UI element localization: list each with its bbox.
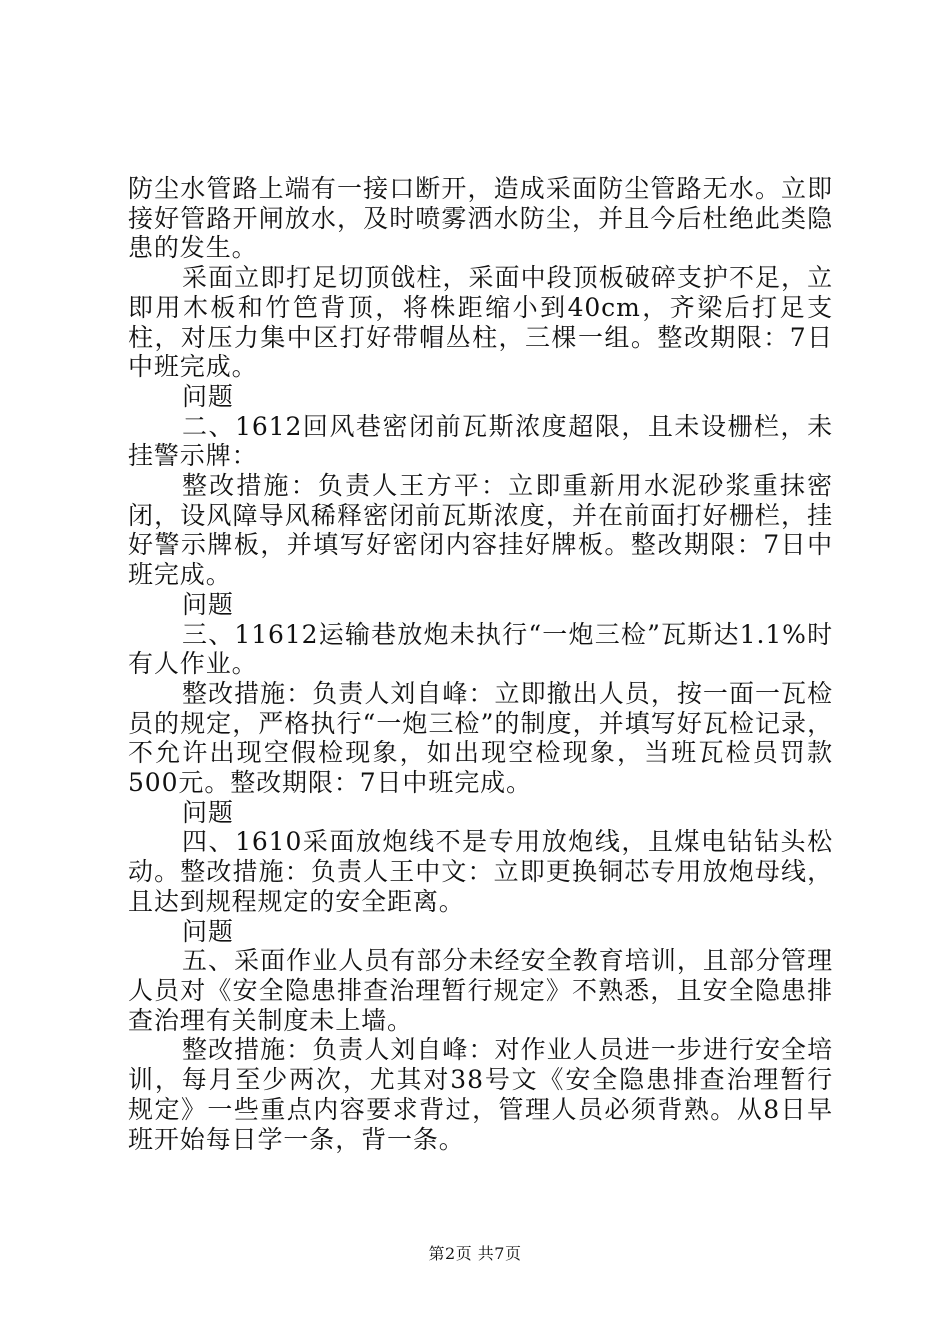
paragraph-1: 防尘水管路上端有一接口断开，造成采面防尘管路无水。立即接好管路开闸放水，及时喷雾洒水防尘，并且今后杜绝此类隐患的发生。 [128, 174, 833, 263]
page-number-footer: 第2页 共7页 [428, 1244, 522, 1263]
problem-2-measures: 整改措施：负责人王方平：立即重新用水泥砂浆重抹密闭，设风障导风稀释密闭前瓦斯浓度，并在前面打好栅栏，挂好警示牌板，并填写好密闭内容挂好牌板。整改期限：7日中班完成。 [128, 471, 833, 590]
document-body [128, 174, 833, 1154]
problem-heading-label: 问题 [182, 381, 234, 411]
problem-5-description: 五、采面作业人员有部分未经安全教育培训，且部分管理人员对《安全隐患排查治理暂行规定》不熟悉，且安全隐患排查治理有关制度未上墙。 [128, 946, 833, 1035]
problem-heading-label: 问题 [182, 797, 234, 827]
problem-heading-label: 问题 [182, 916, 234, 946]
problem-5-measures: 整改措施：负责人刘自峰：对作业人员进一步进行安全培训，每月至少两次，尤其对38号文《安全隐患排查治理暂行规定》一些重点内容要求背过，管理人员必须背熟。从8日早班开始每日学一条，背一条。 [128, 1035, 833, 1154]
paragraph-2: 采面立即打足切顶戗柱，采面中段顶板破碎支护不足，立即用木板和竹笆背顶，将株距缩小到40cm，齐梁后打足支柱，对压力集中区打好带帽丛柱，三棵一组。整改期限：7日中班完成。 [128, 263, 833, 382]
problem-3-measures: 整改措施：负责人刘自峰：立即撤出人员，按一面一瓦检员的规定，严格执行“一炮三检”的制度，并填写好瓦检记录，不允许出现空假检现象，如出现空检现象，当班瓦检员罚款500元。整改期限：7日中班完成。 [128, 678, 833, 798]
problem-heading-label: 问题 [182, 589, 234, 619]
problem-3-description: 三、11612运输巷放炮未执行“一炮三检”瓦斯达1.1%时有人作业。 [128, 619, 833, 679]
problem-2-description: 二、1612回风巷密闭前瓦斯浓度超限，且未设栅栏，未挂警示牌： [128, 411, 833, 471]
problem-4-description: 四、1610采面放炮线不是专用放炮线，且煤电钻钻头松动。整改措施：负责人王中文：立即更换铜芯专用放炮母线，且达到规程规定的安全距离。 [128, 827, 833, 916]
